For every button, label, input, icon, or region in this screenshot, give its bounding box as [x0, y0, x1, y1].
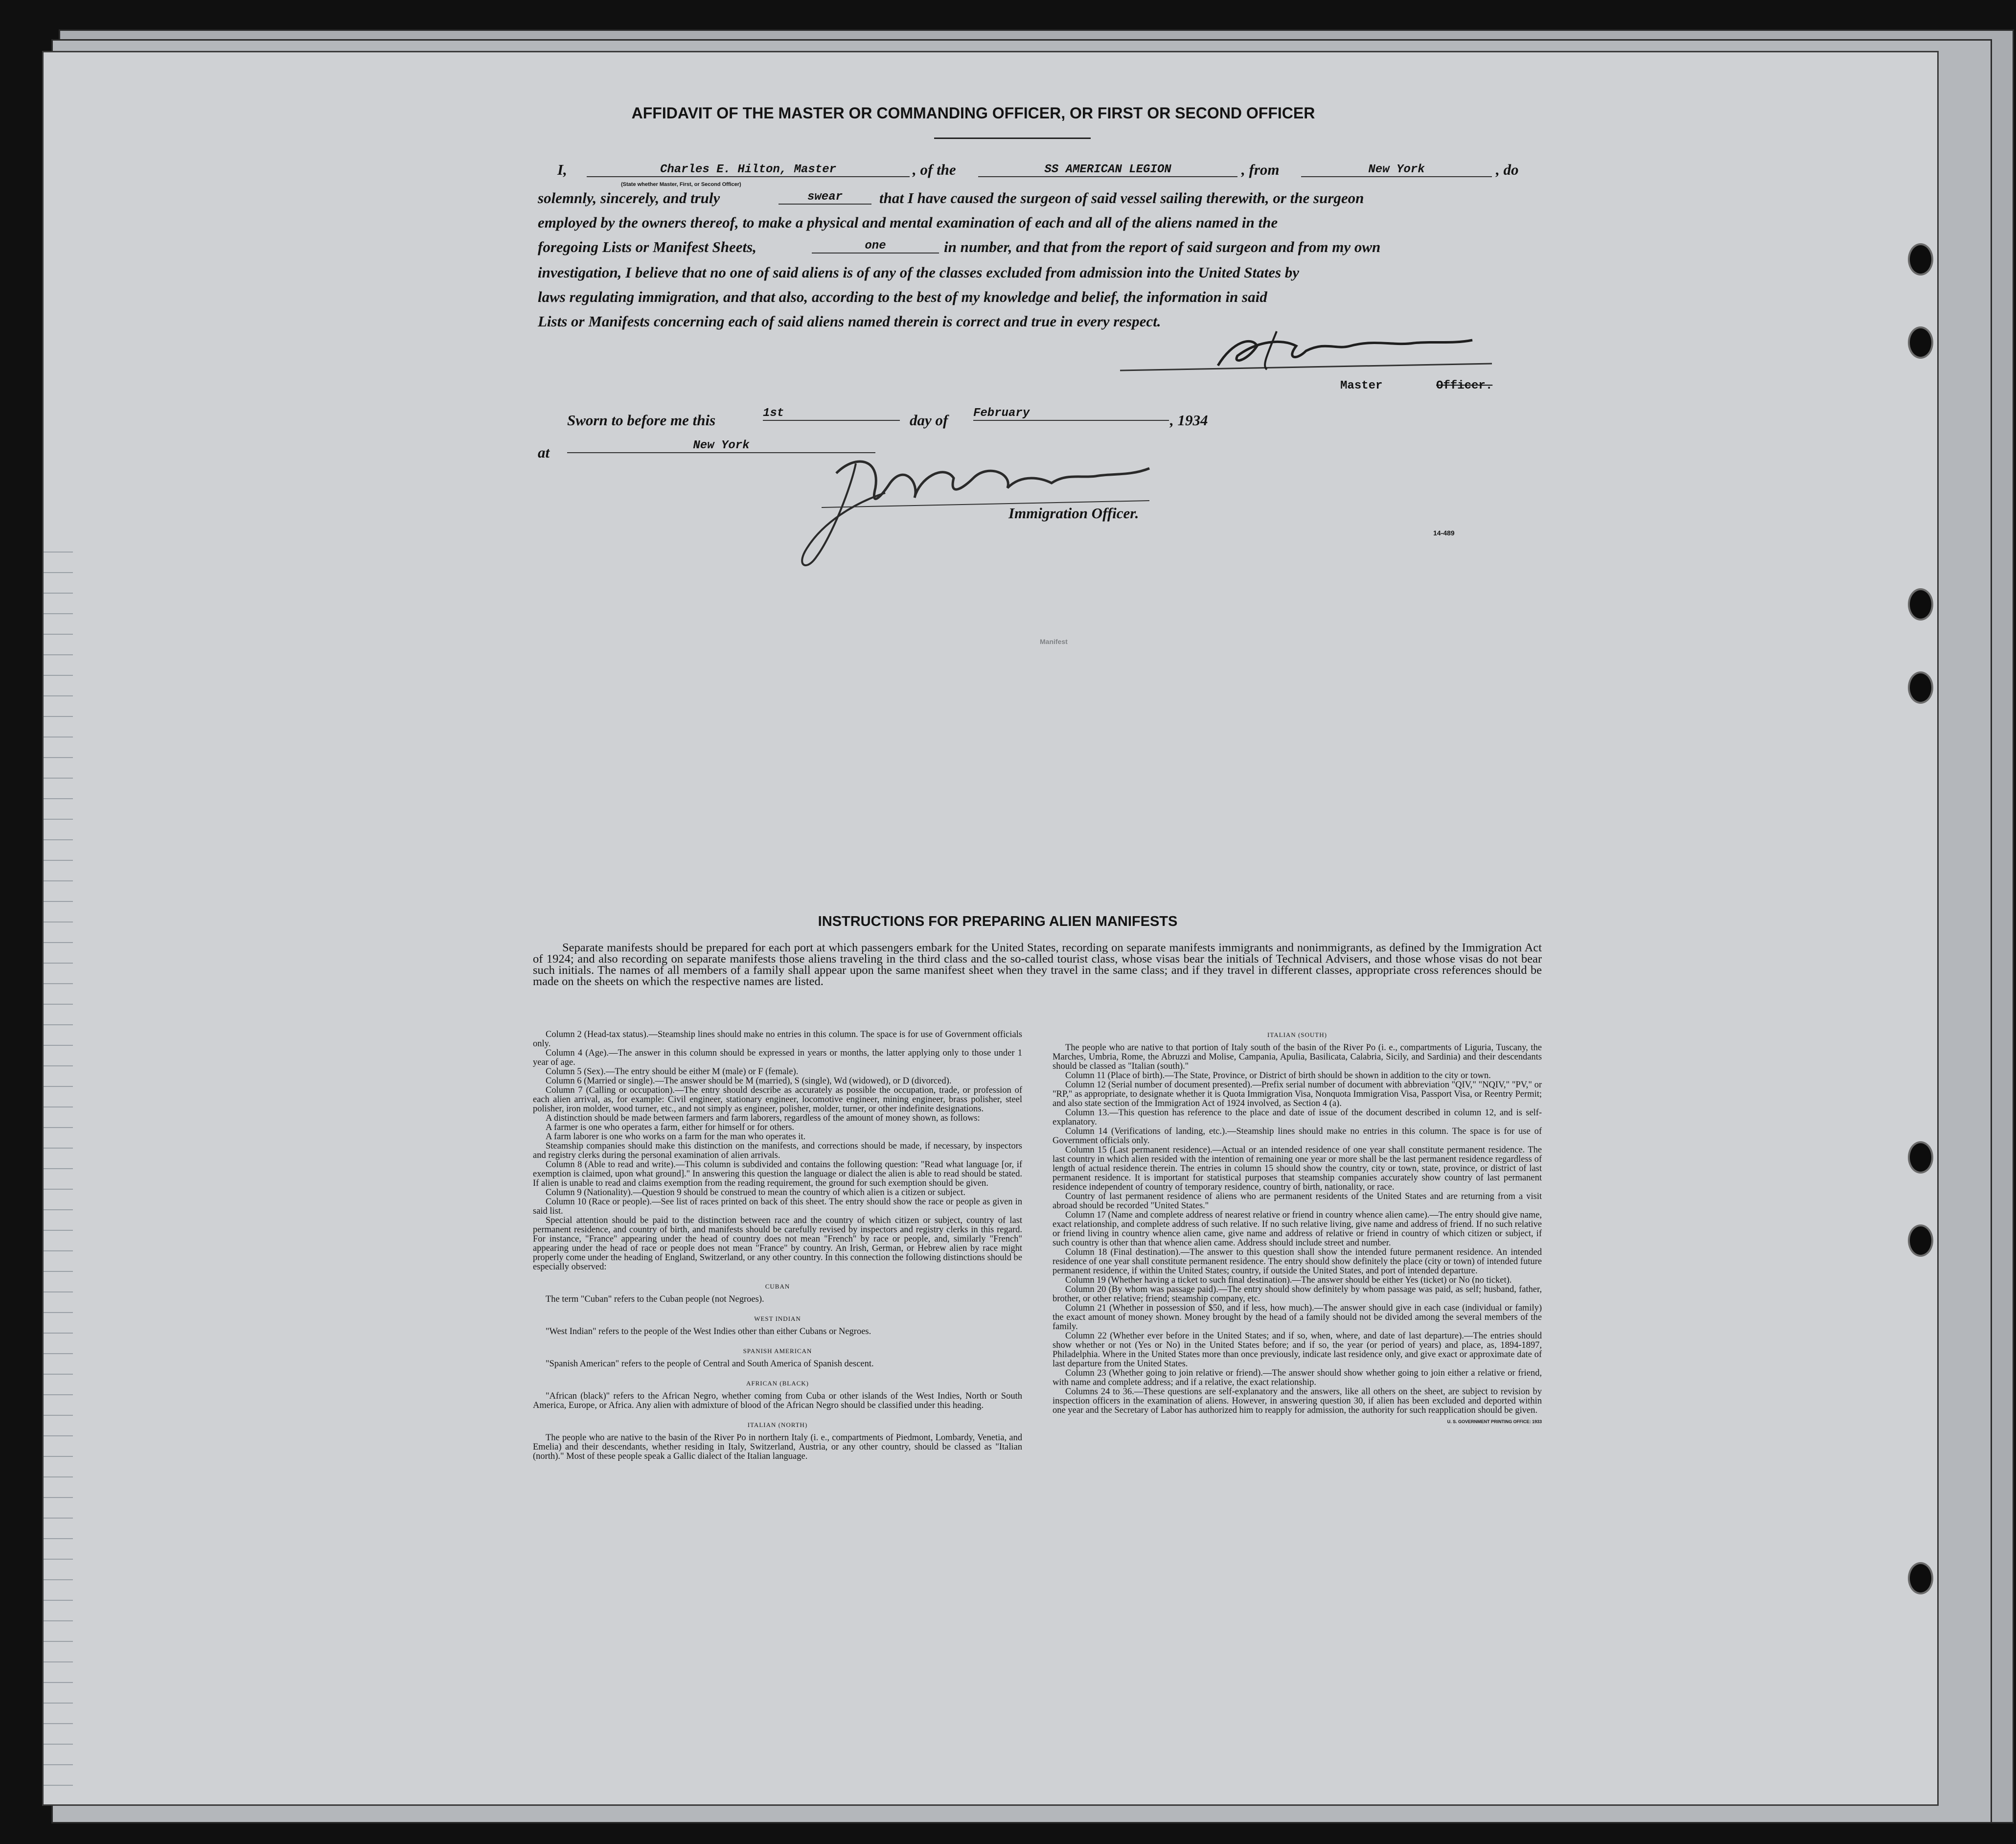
officer-name-field: Charles E. Hilton, Master	[587, 163, 910, 177]
right-paragraph: Country of last permanent residence of aliens who are permanent residents of the United States and are returning from a visit abroad should be recorded "United States."	[1053, 1192, 1542, 1211]
left-paragraph: Column 7 (Calling or occupation).—The entry should describe as accurately as possible the occupation, trade, or profession of each alien arrival, as, for example: Civil engineer, stationary engineer, locomotive engineer, mining engineer, brass polisher, steel polisher, iron molder, wood turner, etc., and not simply as engineer, polisher, molder, turner, or other indefinite designations.	[533, 1085, 1022, 1114]
departure-port-field: New York	[1301, 163, 1492, 177]
right-paragraph: Column 13.—This question has reference to the place and date of issue of the document described in column 12, and is self-explanatory.	[1053, 1108, 1542, 1127]
right-paragraph: Column 15 (Last permanent residence).—Actual or an intended residence of one year shall constitute permanent residence. The last country in which alien resided with the intention of remaining one year or more shall be the last permanent residence regardless of length of actual residence therein. The entries in column 15 should show the country, city or town, state, province, or district of last permanent residence. It is important for statistical purposes that steamship companies accurately show country of last permanent residence independent of country of temporary residence, country of birth, nationality, or race.	[1053, 1145, 1542, 1192]
left-paragraph: Column 8 (Able to read and write).—This column is subdivided and contains the following question: "Read what language [or, if exemption is claimed, upon what ground]." In answering this question the language or dialect the alien is able to read should be stated. If alien is unable to read and claims exemption from the reading requirement, the ground for such exemption should be given.	[533, 1160, 1022, 1188]
right-paragraph: Columns 24 to 36.—These questions are self-explanatory and the answers, like all others on the sheet, are subject to revision by inspection officers in the examination of aliens. However, in answering question 30, if alien has been excluded and deported within one year and the Secretary of Labor has authorized him to reapply for admission, the authority for such reapplication should be given.	[1053, 1387, 1542, 1415]
right-paragraph: Column 22 (Whether ever before in the United States; and if so, when, where, and date of last departure).—The entries should show whether or not (Yes or No) in the United States before; and if so, the year (or period of years) and place, as, 1894-1897, Philadelphia. Where in the United States more than once previously, indicate last residence only, and give exact or approximate date of last departure from the United States.	[1053, 1331, 1542, 1369]
right-paragraph: Column 11 (Place of birth).—The State, Province, or District of birth should be shown in addition to the city or town.	[1065, 1071, 1491, 1081]
instructions-left-column	[533, 1030, 1022, 1461]
right-paragraph: Column 21 (Whether in possession of $50, and if less, how much).—The answer should give in each case (individual or family) the exact amount of money shown. Money brought by the head of a family should not be divided among the several members of the family.	[1053, 1303, 1542, 1332]
african-text: "African (black)" refers to the African Negro, whether coming from Cuba or other islands of the West Indies, North or South America, Europe, or Africa. Any alien with admixture of blood of the African Negro should be classified under this heading.	[533, 1391, 1022, 1410]
affidavit-line-4: foregoing Lists or Manifest Sheets, one in number, and that from the report of said surgeon and from my own	[538, 238, 1381, 255]
spanish-american-heading: SPANISH AMERICAN	[743, 1347, 812, 1355]
printer-credit: U. S. GOVERNMENT PRINTING OFFICE: 1933	[1447, 1419, 1542, 1424]
cuban-text: The term "Cuban" refers to the Cuban people (not Negroes).	[546, 1294, 764, 1304]
left-paragraph: Column 5 (Sex).—The entry should be either M (male) or F (female).	[546, 1067, 799, 1077]
affidavit-title: AFFIDAVIT OF THE MASTER OR COMMANDING OFFICER, OR FIRST OR SECOND OFFICER	[631, 104, 1315, 122]
sworn-day-field: 1st	[763, 407, 900, 421]
right-paragraph: Column 12 (Serial number of document presented).—Prefix serial number of document with abbreviation "QIV," "NQIV," "PV," or "RP," as appropriate, to designate whether it is Quota Immigration Visa, Nonquota Immigration Visa, Passport Visa, or Reentry Permit; and also state section of the Immigration Act of 1924 involved, as Section 4 (a).	[1053, 1080, 1542, 1108]
right-paragraph: Column 17 (Name and complete address of nearest relative or friend in country whence alien came).—The entry should give name, exact relationship, and complete address of such relative. If no such relative living, give name and address of friend. If no such relative or friend living in country whence alien came, give name and address of relative or friend in country of which citizen or subject, if such country is other than that whence alien came. Address should include street and number.	[1053, 1210, 1542, 1248]
punch-hole	[1908, 588, 1933, 621]
immigration-officer-label: Immigration Officer.	[1008, 505, 1139, 522]
right-paragraph: Column 20 (By whom was passage paid).—The entry should show definitely by whom passage was paid, as self; husband, father, brother, or other relative; friend; steamship company, etc.	[1053, 1285, 1542, 1304]
west-indian-heading: WEST INDIAN	[754, 1315, 801, 1322]
left-paragraph: Special attention should be paid to the distinction between race and the country of which citizen or subject, country of last permanent residence, and country of birth, and manifests should be carefully revised by inspectors and registry clerks in this regard. For instance, "France" appearing under the head of country does not mean "French" by race or people, and, similarly "French" appearing under the head of race or people does not mean "France" by country. An Irish, German, or Hebrew alien by race might properly come under the heading of England, Switzerland, or any other country. In this connection the following distinctions should be especially observed:	[533, 1216, 1022, 1272]
italian-south-heading: ITALIAN (SOUTH)	[1267, 1031, 1327, 1038]
signature-struck-title: Officer.	[1436, 379, 1493, 392]
punch-hole	[1908, 671, 1933, 704]
west-indian-text: "West Indian" refers to the people of the West Indies other than either Cubans or Negroes.	[546, 1327, 871, 1337]
italian-north-text: The people who are native to the basin of the River Po in northern Italy (i. e., compartments of Piedmont, Lombardy, Venetia, and Emelia) and their descendants, whether residing in Italy, Switzerland, Austria, or any other country, should be classed as "Italian (north)." Most of these people speak a Gallic dialect of the Italian language.	[533, 1433, 1022, 1461]
faint-stamp: Manifest	[1040, 638, 1068, 645]
punch-hole	[1908, 243, 1933, 276]
document-page	[42, 51, 1939, 1806]
instructions-right-column	[1053, 1030, 1542, 1427]
affidavit-line-2: solemnly, sincerely, and truly swear that I have caused the surgeon of said vessel sailing therewith, or the surgeon	[538, 189, 1364, 207]
left-paragraph: A farm laborer is one who works on a farm for the man who operates it.	[546, 1132, 806, 1142]
ruled-margin	[44, 532, 73, 1804]
affidavit-line-5: investigation, I believe that no one of said aliens is of any of the classes excluded from admission into the United States by	[538, 264, 1300, 281]
punch-hole	[1908, 326, 1933, 359]
affidavit-line-1: I, Charles E. Hilton, Master , of the SS AMERICAN LEGION , from New York , do	[557, 161, 1519, 178]
right-paragraph: The people who are native to that portion of Italy south of the basin of the River Po (i. e., compartments of Liguria, Tuscany, the Marches, Umbria, Rome, the Abruzzi and Molise, Campania, Apulia, Basilicata, Calabria, Sicily, and Sardinia) and their descendants should be classed as "Italian (south)."	[1053, 1043, 1542, 1071]
sworn-place-field: New York	[567, 439, 875, 453]
left-paragraph: Column 10 (Race or people).—See list of races printed on back of this sheet. The entry should show the race or people as given in said list.	[533, 1197, 1022, 1216]
title-rule	[934, 138, 1091, 139]
sworn-line: Sworn to before me this 1st day of February , 1934	[567, 407, 1208, 429]
left-paragraph: Column 4 (Age).—The answer in this column should be expressed in years or months, the latter applying only to those under 1 year of age.	[533, 1048, 1022, 1067]
italian-north-heading: ITALIAN (NORTH)	[747, 1421, 808, 1429]
punch-hole	[1908, 1224, 1933, 1257]
left-paragraph: Column 6 (Married or single).—The answer should be M (married), S (single), Wd (widowed), or D (divorced).	[546, 1076, 952, 1086]
punch-hole	[1908, 1141, 1933, 1174]
right-paragraph: Column 18 (Final destination).—The answer to this question shall show the intended future permanent residence. An intended residence of one year shall constitute permanent residence. The entry should show definitely the place (city or town) of intended future permanent residence, if within the United States; country, if outside the United States, and port of intended departure.	[1053, 1247, 1542, 1276]
affidavit-line-7: Lists or Manifests concerning each of said aliens named therein is correct and true in every respect.	[538, 313, 1161, 330]
affidavit-line-3: employed by the owners thereof, to make a physical and mental examination of each and all of the aliens named in the	[538, 214, 1278, 231]
right-paragraph: Column 23 (Whether going to join relative or friend).—The answer should show whether going to join either a relative or friend, with name and complete address; and if a relative, the exact relationship.	[1053, 1368, 1542, 1387]
left-paragraph: A farmer is one who operates a farm, either for himself or for others.	[546, 1123, 795, 1132]
affidavit-line-6: laws regulating immigration, and that also, according to the best of my knowledge and belief, the information in said	[538, 288, 1267, 305]
punch-hole	[1908, 1562, 1933, 1594]
left-paragraph: A distinction should be made between farmers and farm laborers, regardless of the amount of money shown, as follows:	[546, 1113, 980, 1123]
sworn-month-field: February	[973, 407, 1169, 421]
instructions-intro: Separate manifests should be prepared for each port at which passengers embark for the United States, recording on separate manifests immigrants and nonimmigrants, as defined by the Immigration Act of 1924; and also recording on separate manifests those aliens traveling in the third class and the so-called tourist class, whose visas bear the initials of Technical Advisers, and those whose visas do not bear such initials. The names of all members of a family shall appear upon the same manifest sheet when they travel in the same class; and if they travel in different classes, appropriate cross references should be made on the sheets on which the respective names are listed.	[533, 941, 1542, 988]
left-paragraph: Column 2 (Head-tax status).—Steamship lines should make no entries in this column. The space is for use of Government officials only.	[533, 1030, 1022, 1049]
sheet-count-field: one	[812, 239, 939, 254]
cuban-heading: CUBAN	[765, 1283, 790, 1290]
vessel-name-field: SS AMERICAN LEGION	[978, 163, 1237, 177]
right-paragraph: Column 14 (Verifications of landing, etc.).—Steamship lines should make no entries in this column. The space is for use of Government officials only.	[1053, 1127, 1542, 1146]
rank-note: (State whether Master, First, or Second Officer)	[621, 182, 741, 187]
left-paragraph: Steamship companies should make this distinction on the manifests, and corrections should be made, if necessary, by inspectors and registry clerks during the personal examination of alien arrivals.	[533, 1141, 1022, 1160]
spanish-american-text: "Spanish American" refers to the people of Central and South America of Spanish descent.	[546, 1359, 874, 1369]
oath-field: swear	[779, 190, 871, 205]
sworn-place-line: at New York	[538, 444, 929, 463]
african-heading: AFRICAN (BLACK)	[746, 1380, 809, 1387]
instructions-title: INSTRUCTIONS FOR PREPARING ALIEN MANIFESTS	[818, 914, 1178, 929]
master-signature	[1120, 326, 1512, 375]
signature-title: Master	[1340, 379, 1383, 392]
form-number: 14-489	[1433, 529, 1455, 537]
right-paragraph: Column 19 (Whether having a ticket to such final destination).—The answer should be either Yes (ticket) or No (no ticket).	[1065, 1275, 1512, 1285]
left-paragraph: Column 9 (Nationality).—Question 9 should be construed to mean the country of which alien is a citizen or subject.	[546, 1188, 966, 1198]
